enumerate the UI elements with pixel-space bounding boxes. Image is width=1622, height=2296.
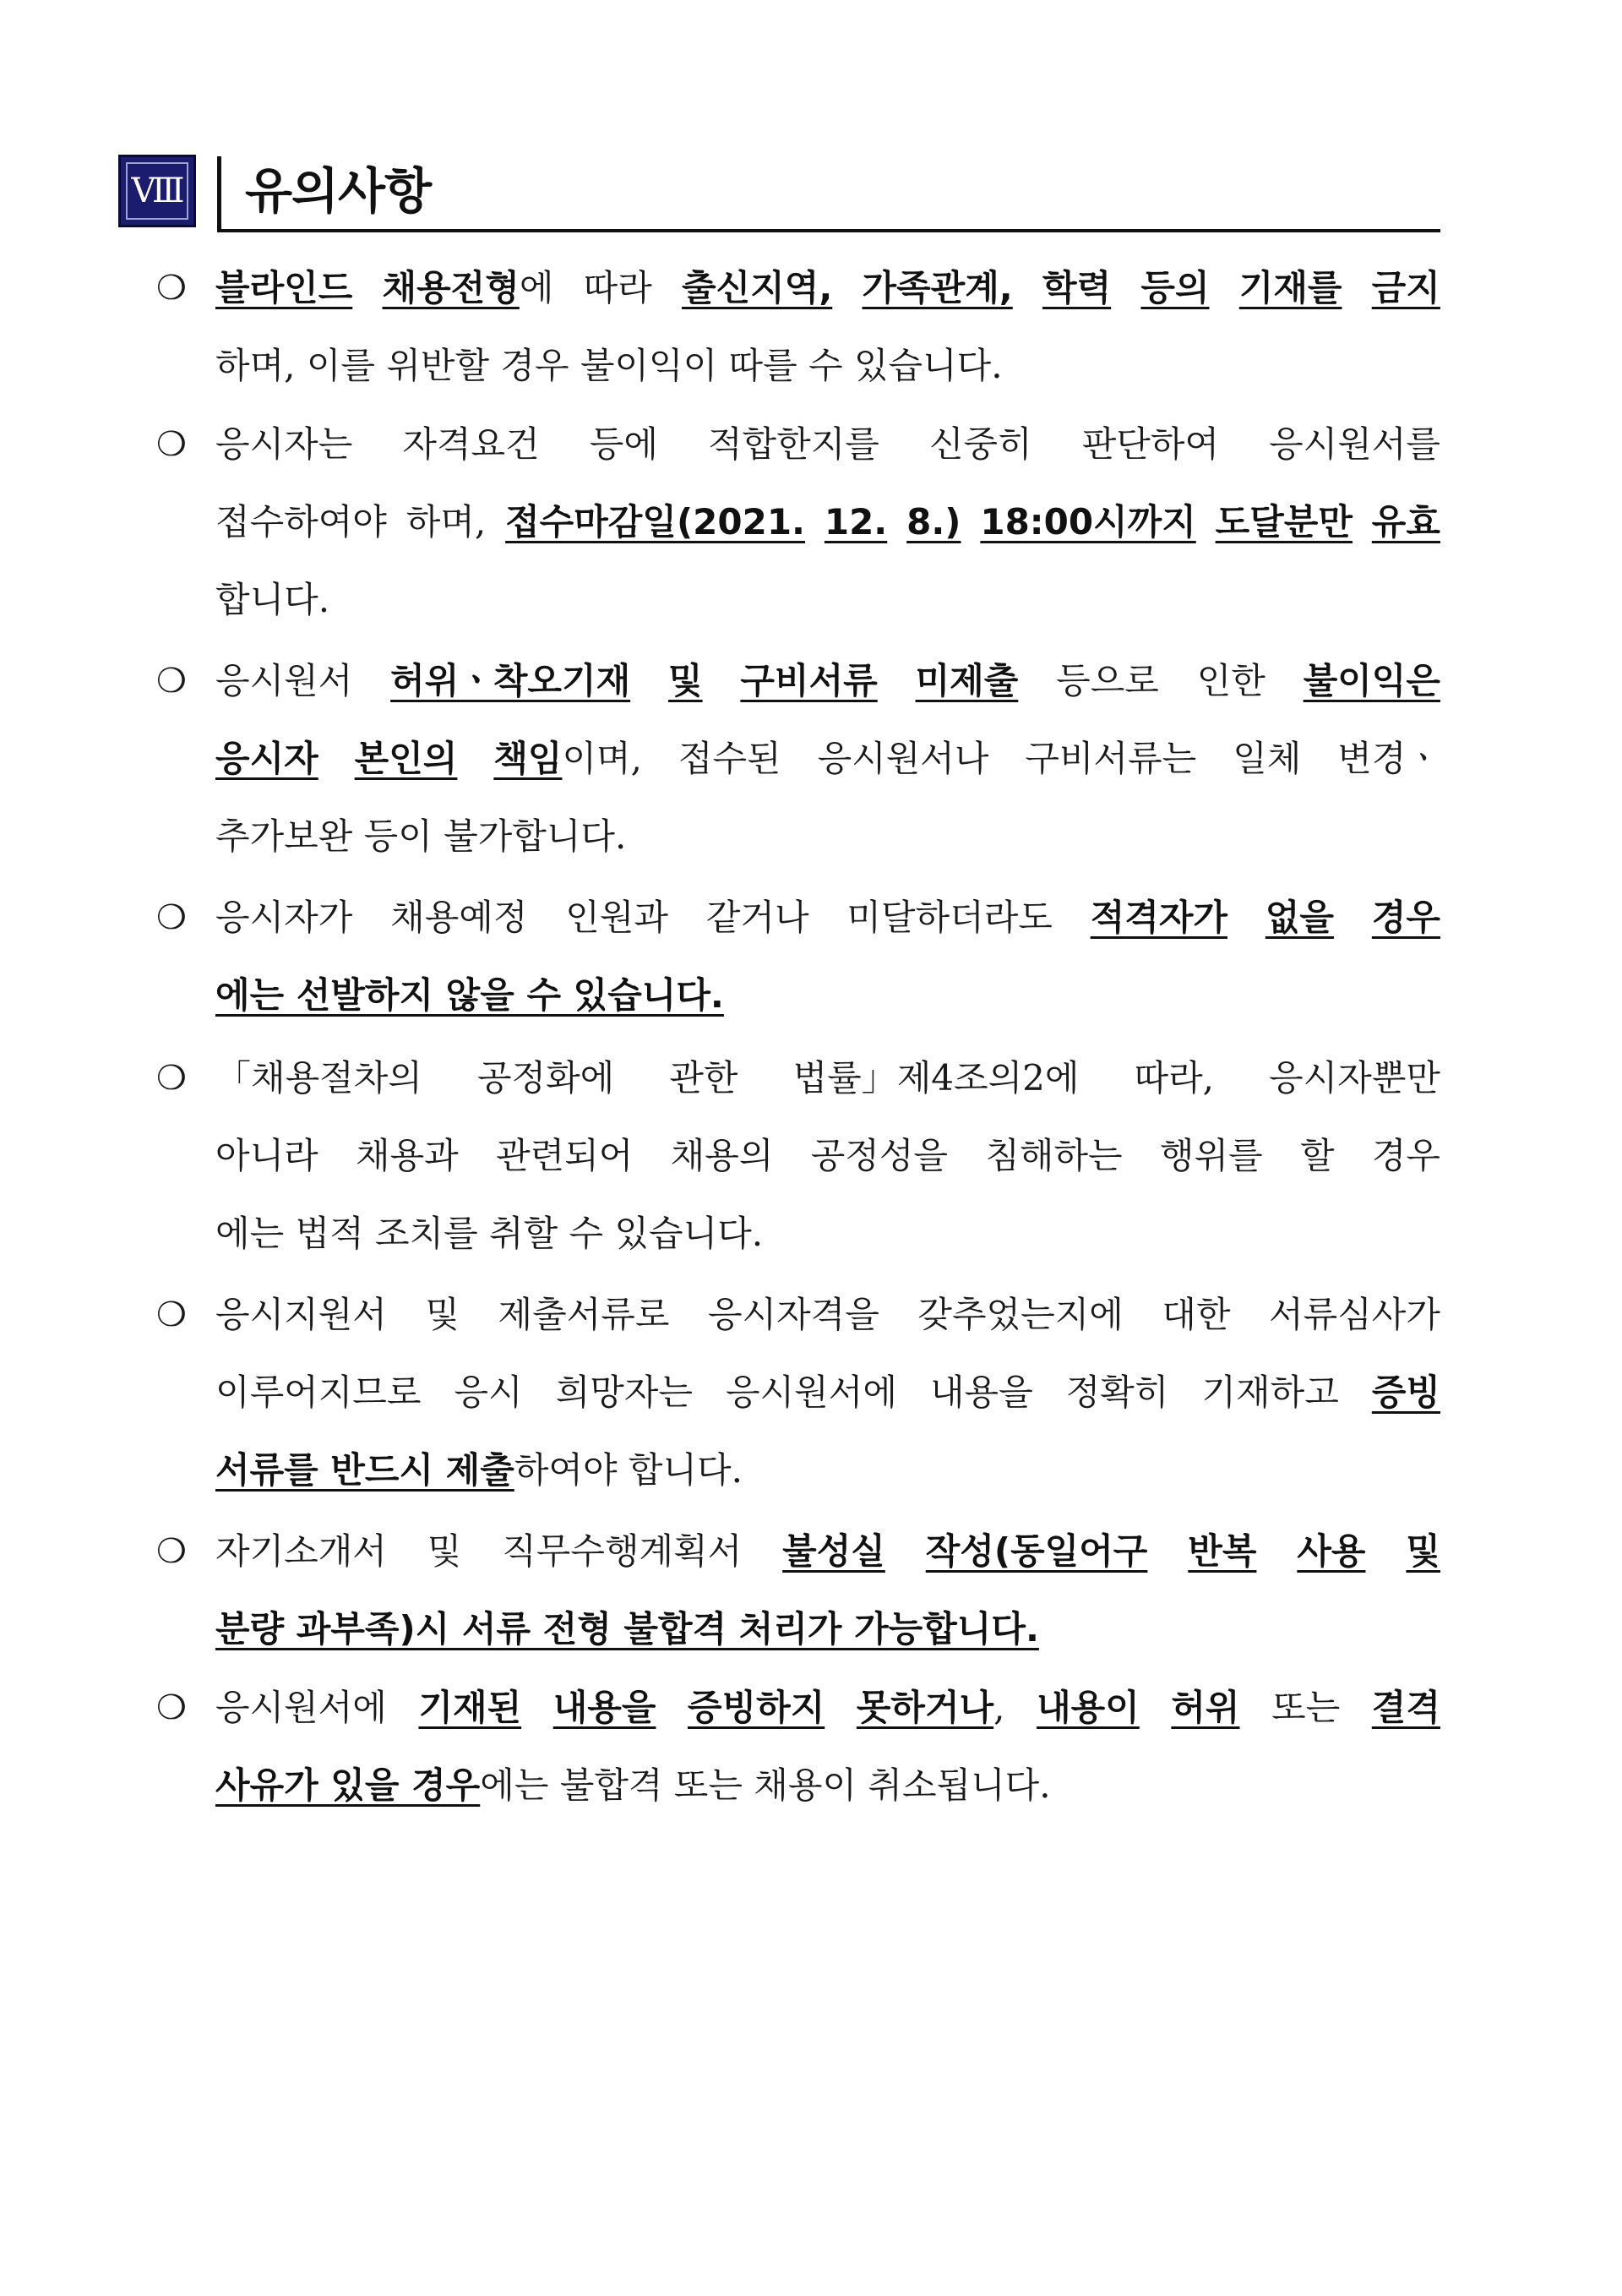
body-text: 침해하는 [985, 1135, 1123, 1176]
notice-line [215, 561, 1440, 639]
word [565, 879, 668, 957]
section-number: Ⅷ [126, 162, 188, 220]
emphasized-text: 작성(동일어구 [925, 1530, 1148, 1572]
word [402, 406, 539, 483]
bullet-icon: ❍ [156, 898, 187, 937]
body-text: 직무수행계획서 [502, 1530, 743, 1572]
word [215, 1513, 387, 1590]
emphasized-text: 불이익은 [1303, 660, 1440, 701]
word [917, 1276, 1123, 1354]
word [356, 1117, 459, 1195]
emphasized-text: 및 [1406, 1530, 1440, 1572]
body-text: 및 [427, 1530, 462, 1572]
word [1025, 720, 1196, 798]
bullet-icon: ❍ [156, 662, 187, 701]
word [906, 483, 961, 561]
word [1160, 1117, 1263, 1195]
emphasized-text: 못하거나 [856, 1687, 994, 1728]
word [678, 720, 781, 798]
word [706, 879, 809, 957]
word [425, 1276, 460, 1354]
body-text: 이루어지므로 [215, 1372, 422, 1413]
emphasized-text: 사유가 있을 경우 [215, 1764, 481, 1806]
bullet-icon: ❍ [156, 1295, 187, 1334]
emphasized-text: 내용이 [1037, 1687, 1140, 1728]
word [708, 1276, 879, 1354]
notice-line [215, 406, 1440, 483]
notice-line [215, 1590, 1440, 1668]
word [1300, 1117, 1335, 1195]
notice-line [215, 1432, 1440, 1509]
body-text: 하며, [406, 501, 487, 543]
body-text: 자격요건 [402, 423, 540, 465]
word [390, 642, 630, 720]
notice-line [215, 1513, 1440, 1590]
body-text: 응시원서나 [817, 738, 989, 779]
section-number-badge [118, 155, 196, 227]
emphasized-text: 접수마감일(2021. [505, 501, 805, 543]
body-text: 미달하더라도 [846, 897, 1053, 938]
emphasized-text: 본인의 [354, 738, 458, 779]
notice-line [215, 798, 1440, 875]
word [590, 406, 658, 483]
word [1372, 249, 1440, 327]
body-text: 응시 [454, 1372, 523, 1413]
notice-line [215, 1354, 1440, 1432]
bullet-icon: ❍ [156, 425, 187, 464]
word [1239, 249, 1342, 327]
body-text: 법률」제4조의2에 [792, 1057, 1080, 1099]
word [215, 720, 318, 798]
body-text: 채용과 [356, 1135, 459, 1176]
word [1042, 249, 1111, 327]
word [1271, 1669, 1340, 1747]
word [1406, 1513, 1440, 1590]
body-text: 신중히 [928, 423, 1032, 465]
body-text: 및 [425, 1294, 460, 1335]
word [782, 1513, 885, 1590]
body-text: 또는 [1271, 1687, 1341, 1728]
word [406, 483, 487, 561]
word [454, 1354, 522, 1432]
emphasized-text: 사용 [1297, 1530, 1366, 1572]
body-text: 변경ㆍ [1337, 738, 1440, 779]
body-text: 하여야 합니다. [514, 1449, 743, 1491]
notice-line [215, 1747, 1440, 1824]
word [477, 1039, 614, 1117]
body-text: 등에 [589, 423, 658, 465]
emphasized-text: 구비서류 [740, 660, 878, 701]
word [1037, 1669, 1140, 1747]
body-text: 서류심사가 [1269, 1294, 1440, 1335]
word [671, 1117, 774, 1195]
emphasized-text: 결격 [1371, 1687, 1440, 1728]
word [427, 1513, 462, 1590]
section-underline-rule [217, 229, 1440, 232]
emphasized-text: 분량 과부족)시 서류 전형 불합격 처리가 가능합니다. [215, 1608, 1039, 1650]
notice-line [215, 483, 1440, 561]
word [825, 483, 887, 561]
emphasized-text: 등의 [1140, 267, 1210, 308]
body-text: 자기소개서 [215, 1530, 387, 1572]
body-text: 구비서류는 [1025, 738, 1197, 779]
word [390, 879, 527, 957]
word [740, 642, 877, 720]
body-text: 정확히 [1065, 1372, 1169, 1413]
section-title: 유의사항 [245, 162, 432, 220]
emphasized-text: 8.) [906, 501, 961, 543]
body-text: 에는 법적 조치를 취할 수 있습니다. [215, 1213, 764, 1254]
body-text: 내용을 [929, 1372, 1033, 1413]
body-text: 공정화에 [476, 1057, 615, 1099]
word [916, 642, 1019, 720]
body-text: 「채용절차의 [215, 1057, 422, 1099]
emphasized-text: 서류를 반드시 제출 [215, 1449, 514, 1491]
section-header [118, 155, 1440, 232]
word [1304, 642, 1440, 720]
word [863, 249, 1013, 327]
emphasized-text: 응시자 [215, 738, 318, 779]
body-text: 응시자뿐만 [1269, 1057, 1440, 1099]
bullet-icon: ❍ [156, 1059, 187, 1098]
word [1372, 1669, 1440, 1747]
word [215, 1276, 387, 1354]
section-divider-bar [217, 156, 221, 229]
emphasized-text: 내용을 [552, 1687, 656, 1728]
body-text: 제출서류로 [498, 1294, 670, 1335]
word [1201, 1354, 1338, 1432]
word [493, 720, 642, 798]
body-text: 응시원서에 [726, 1372, 897, 1413]
body-text: 응시원서에 [215, 1687, 387, 1728]
word [1188, 1513, 1256, 1590]
body-text: 공정성을 [810, 1135, 948, 1176]
word [1135, 1039, 1215, 1117]
body-text: 채용의 [670, 1135, 774, 1176]
word [215, 879, 352, 957]
bullet-icon: ❍ [156, 269, 187, 308]
word [1233, 720, 1301, 798]
bullet-icon: ❍ [156, 1688, 187, 1727]
body-text: 관련되어 [496, 1135, 634, 1176]
word [1082, 406, 1219, 483]
emphasized-text: 없을 [1265, 897, 1334, 938]
word [215, 483, 387, 561]
word [496, 1117, 633, 1195]
word [215, 642, 352, 720]
word [556, 1354, 693, 1432]
word [1140, 249, 1209, 327]
body-text: 행위를 [1159, 1135, 1263, 1176]
word [1265, 879, 1334, 957]
word [985, 1117, 1122, 1195]
word [355, 720, 458, 798]
notice-line [215, 1669, 1440, 1747]
word [682, 249, 832, 327]
body-text: 인원과 [565, 897, 668, 938]
emphasized-text: 채용전형 [382, 267, 520, 308]
body-text: 따라 [583, 267, 652, 308]
body-text: 할 [1299, 1135, 1335, 1176]
word [1197, 642, 1265, 720]
emphasized-text: 18:00시까지 [980, 501, 1196, 543]
emphasized-text: 증빙 [1371, 1372, 1440, 1413]
body-text: 갖추었는지에 [917, 1294, 1124, 1335]
emphasized-text: 경우 [1371, 897, 1440, 938]
body-text: 일체 [1233, 738, 1302, 779]
body-text: 대한 [1162, 1294, 1231, 1335]
body-text: 같거나 [705, 897, 809, 938]
word [1297, 1513, 1365, 1590]
body-text: 채용예정 [390, 897, 528, 938]
word [1269, 1276, 1440, 1354]
bullet-icon: ❍ [156, 1532, 187, 1571]
word [215, 1039, 422, 1117]
body-text: 응시원서 [215, 660, 353, 701]
word [418, 1669, 521, 1747]
word [498, 1276, 670, 1354]
emphasized-text: 미제출 [915, 660, 1019, 701]
emphasized-text: 유효 [1371, 501, 1440, 543]
word [383, 249, 554, 327]
word [215, 1117, 318, 1195]
word [818, 720, 989, 798]
body-text: 접수된 [678, 738, 781, 779]
word [980, 483, 1195, 561]
body-text: 응시자가 [215, 897, 353, 938]
word [669, 1039, 738, 1117]
body-text: 관한 [669, 1057, 738, 1099]
word [688, 1669, 825, 1747]
word [1066, 1354, 1169, 1432]
word [215, 1669, 387, 1747]
word [926, 1513, 1148, 1590]
notice-line [215, 327, 1440, 405]
word [708, 406, 879, 483]
notice-line [215, 1276, 1440, 1354]
word [1216, 483, 1353, 561]
word [1269, 406, 1440, 483]
notice-line [215, 879, 1440, 957]
word [215, 406, 352, 483]
notice-line [215, 249, 1440, 327]
word [793, 1039, 1080, 1117]
body-text: 등으로 [1056, 660, 1159, 701]
emphasized-text: 가족관계, [862, 267, 1013, 308]
body-text: 경우 [1371, 1135, 1440, 1176]
body-text: 응시지원서 [215, 1294, 387, 1335]
word [584, 249, 652, 327]
word [930, 1354, 1033, 1432]
emphasized-text: 에는 선발하지 않을 수 있습니다. [215, 974, 724, 1016]
word [1337, 720, 1440, 798]
word [505, 483, 805, 561]
word [553, 1669, 656, 1747]
emphasized-text: 블라인드 [215, 267, 353, 308]
word [811, 1117, 948, 1195]
notice-line [215, 1117, 1440, 1195]
body-text: 희망자는 [555, 1372, 693, 1413]
word [1372, 1117, 1440, 1195]
word [502, 1513, 742, 1590]
notice-line [215, 957, 1440, 1034]
word [1162, 1276, 1230, 1354]
body-text: 인한 [1196, 660, 1265, 701]
emphasized-text: 적격자가 [1090, 897, 1227, 938]
word [857, 1669, 1005, 1747]
emphasized-text: 책임 [493, 738, 563, 779]
emphasized-text: 반복 [1188, 1530, 1257, 1572]
word [215, 1354, 421, 1432]
notice-line [215, 1195, 1440, 1273]
emphasized-text: 기재를 [1238, 267, 1342, 308]
body-text: 적합한지를 [707, 423, 879, 465]
word [1269, 1039, 1440, 1117]
word [215, 249, 352, 327]
body-text: 아니라 [215, 1135, 318, 1176]
word [929, 406, 1032, 483]
word [726, 1354, 897, 1432]
notice-line [215, 642, 1440, 720]
emphasized-text: 도달분만 [1215, 501, 1353, 543]
body-text: , [993, 1687, 1005, 1728]
body-text: 추가보완 등이 불가합니다. [215, 815, 627, 857]
body-text: 하며, 이를 위반할 경우 불이익이 따를 수 있습니다. [215, 345, 1003, 386]
body-text: 기재하고 [1201, 1372, 1339, 1413]
body-text: 에는 불합격 또는 채용이 취소됩니다. [480, 1764, 1051, 1806]
emphasized-text: 증빙하지 [688, 1687, 825, 1728]
word [846, 879, 1052, 957]
word [1056, 642, 1159, 720]
emphasized-text: 금지 [1371, 267, 1440, 308]
body-text: 에 [519, 267, 554, 308]
emphasized-text: 출신지역, [682, 267, 833, 308]
body-text: 응시자는 [215, 423, 353, 465]
emphasized-text: 허위ㆍ착오기재 [390, 660, 631, 701]
word [1171, 1669, 1239, 1747]
emphasized-text: 불성실 [782, 1530, 885, 1572]
word [1091, 879, 1227, 957]
emphasized-text: 기재된 [418, 1687, 522, 1728]
word [668, 642, 703, 720]
emphasized-text: 및 [668, 660, 703, 701]
notice-line [215, 1039, 1440, 1117]
emphasized-text: 12. [824, 501, 888, 543]
body-text: 접수하여야 [215, 501, 387, 543]
word [1372, 879, 1440, 957]
body-text: 판단하여 [1081, 423, 1220, 465]
body-text: 응시자격을 [707, 1294, 879, 1335]
emphasized-text: 학력 [1042, 267, 1112, 308]
body-text: 응시원서를 [1269, 423, 1440, 465]
word [1372, 483, 1440, 561]
body-text: 합니다. [215, 579, 330, 620]
word [1372, 1354, 1440, 1432]
body-text: 이며, [562, 738, 642, 779]
notice-line [215, 720, 1440, 798]
emphasized-text: 허위 [1171, 1687, 1240, 1728]
body-text: 따라, [1134, 1057, 1215, 1099]
